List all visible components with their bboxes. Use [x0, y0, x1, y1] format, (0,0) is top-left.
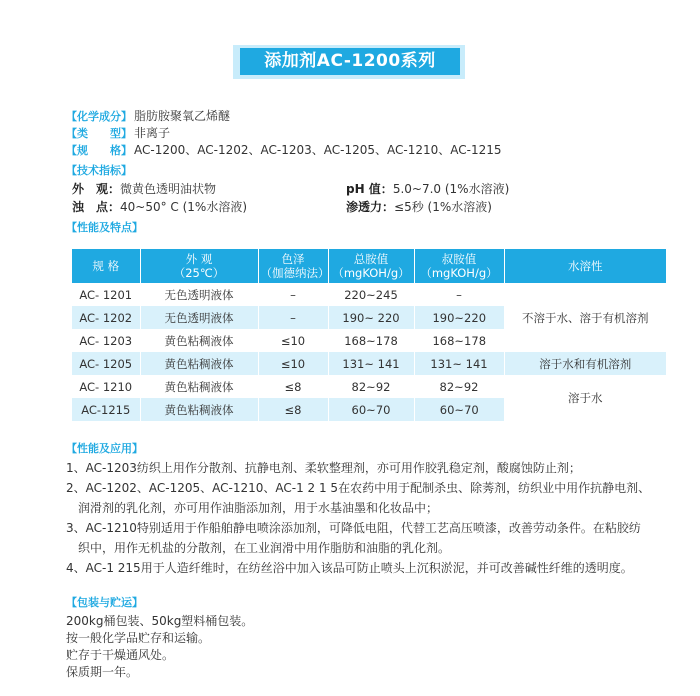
- cell-solubility: 不溶于水、溶于有机溶剂: [504, 283, 666, 352]
- cell-total-amine: 82~92: [328, 375, 414, 398]
- header-appearance: 外 观 （25℃）: [140, 249, 258, 283]
- header-solubility: 水溶性: [504, 249, 666, 283]
- packaging-list: [66, 613, 253, 681]
- spec-penetration: [346, 199, 492, 215]
- spec-label: 浊 点：: [72, 200, 121, 214]
- info-value: AC-1200、AC-1202、AC-1203、AC-1205、AC-1210、AC-1215: [134, 143, 502, 157]
- cell-color: ≤8: [258, 375, 328, 398]
- property-table: [72, 249, 666, 421]
- app-line: 2、AC-1202、AC-1205、AC-1210、AC-1 2 1 5在农药中用于配制杀虫、除莠剂，纺织业中用作抗静电剂、: [66, 481, 651, 495]
- application-list: [66, 458, 666, 578]
- cell-spec: AC-1215: [72, 398, 140, 421]
- cell-total-amine: 131~ 141: [328, 352, 414, 375]
- cell-appearance: 黄色粘稠液体: [140, 398, 258, 421]
- cell-total-amine: 168~178: [328, 329, 414, 352]
- cell-appearance: 无色透明液体: [140, 306, 258, 329]
- table-header-row: [72, 249, 666, 283]
- pack-line: 保质期一年。: [66, 665, 139, 679]
- app-line: 织中，用作无机盐的分散剂，在工业润滑中用作脂肪和油脂的乳化剂。: [78, 541, 451, 555]
- pack-heading: [66, 594, 143, 611]
- section-tag: 【技术指标】: [66, 164, 132, 177]
- app-line: 3、AC-1210特别适用于作船舶静电喷涂添加剂，可降低电阻，代替工艺高压喷漆，改善劳动条件。在粘胶纺: [66, 521, 641, 535]
- cell-total-amine: 220~245: [328, 283, 414, 306]
- cell-appearance: 黄色粘稠液体: [140, 329, 258, 352]
- spec-appearance: [72, 181, 216, 197]
- pack-line: 按一般化学品贮存和运输。: [66, 631, 211, 645]
- cell-spec: AC- 1205: [72, 352, 140, 375]
- app-line: 润滑剂的乳化剂，亦可用作油脂添加剂，用于水基油墨和化妆品中；: [78, 501, 439, 515]
- cell-tertiary-amine: 82~92: [414, 375, 504, 398]
- spec-value: 40~50° C (1%水溶液): [120, 200, 248, 214]
- spec-value: ≤5秒 (1%水溶液): [394, 200, 492, 214]
- pack-line: 200kg桶包装、50kg塑料桶包装。: [66, 614, 254, 628]
- cell-appearance: 无色透明液体: [140, 283, 258, 306]
- spec-cloud-point: [72, 199, 247, 215]
- cell-color: ≤10: [258, 329, 328, 352]
- table-row: [72, 352, 666, 375]
- spec-label: pH 值：: [346, 182, 393, 196]
- pack-line: 贮存于干燥通风处。: [66, 648, 175, 662]
- section-tag: 【性能及特点】: [66, 221, 143, 234]
- cell-tertiary-amine: 190~220: [414, 306, 504, 329]
- header-color: 色泽 （伽德纳法）: [258, 249, 328, 283]
- cell-color: –: [258, 306, 328, 329]
- app-heading: [66, 440, 143, 457]
- cell-solubility: 溶于水: [504, 375, 666, 421]
- cell-color: –: [258, 283, 328, 306]
- cell-color: ≤8: [258, 398, 328, 421]
- cell-tertiary-amine: –: [414, 283, 504, 306]
- tech-heading: [66, 162, 132, 179]
- cell-tertiary-amine: 168~178: [414, 329, 504, 352]
- info-value: 脂肪胺聚氧乙烯醚: [134, 109, 231, 123]
- cell-tertiary-amine: 131~ 141: [414, 352, 504, 375]
- cell-color: ≤10: [258, 352, 328, 375]
- info-composition: [66, 108, 230, 125]
- info-type: [66, 125, 170, 142]
- cell-spec: AC- 1203: [72, 329, 140, 352]
- spec-label: 外 观：: [72, 182, 121, 196]
- table-row: [72, 375, 666, 398]
- app-line: 4、AC-1 215用于人造纤维时，在纺丝浴中加入该品可防止喷头上沉积淤泥，并可改善碱性纤维的透明度。: [66, 561, 633, 575]
- cell-tertiary-amine: 60~70: [414, 398, 504, 421]
- cell-spec: AC- 1201: [72, 283, 140, 306]
- cell-spec: AC- 1202: [72, 306, 140, 329]
- cell-solubility: 溶于水和有机溶剂: [504, 352, 666, 375]
- spec-value: 微黄色透明油状物: [120, 182, 217, 196]
- info-value: 非离子: [134, 126, 171, 140]
- spec-value: 5.0~7.0 (1%水溶液): [392, 182, 510, 196]
- page-title: 添加剂AC-1200系列: [240, 48, 460, 75]
- header-spec: 规 格: [72, 249, 140, 283]
- info-tag: 【化学成分】: [66, 110, 132, 123]
- section-tag: 【包装与贮运】: [66, 596, 143, 609]
- cell-total-amine: 190~ 220: [328, 306, 414, 329]
- header-total-amine: 总胺值 （mgKOH/g）: [328, 249, 414, 283]
- info-spec: [66, 142, 501, 159]
- section-tag: 【性能及应用】: [66, 442, 143, 455]
- spec-label: 渗透力：: [346, 200, 395, 214]
- cell-total-amine: 60~70: [328, 398, 414, 421]
- cell-spec: AC- 1210: [72, 375, 140, 398]
- cell-appearance: 黄色粘稠液体: [140, 375, 258, 398]
- cell-appearance: 黄色粘稠液体: [140, 352, 258, 375]
- app-line: 1、AC-1203纺织上用作分散剂、抗静电剂、柔软整理剂，亦可用作胶乳稳定剂，酸腐蚀防止剂；: [66, 461, 581, 475]
- spec-ph: [346, 181, 509, 197]
- info-tag: 【规 格】: [66, 144, 132, 157]
- header-tertiary-amine: 叔胺值 （mgKOH/g）: [414, 249, 504, 283]
- perf-heading: [66, 219, 143, 236]
- info-tag: 【类 型】: [66, 127, 132, 140]
- table-row: [72, 283, 666, 306]
